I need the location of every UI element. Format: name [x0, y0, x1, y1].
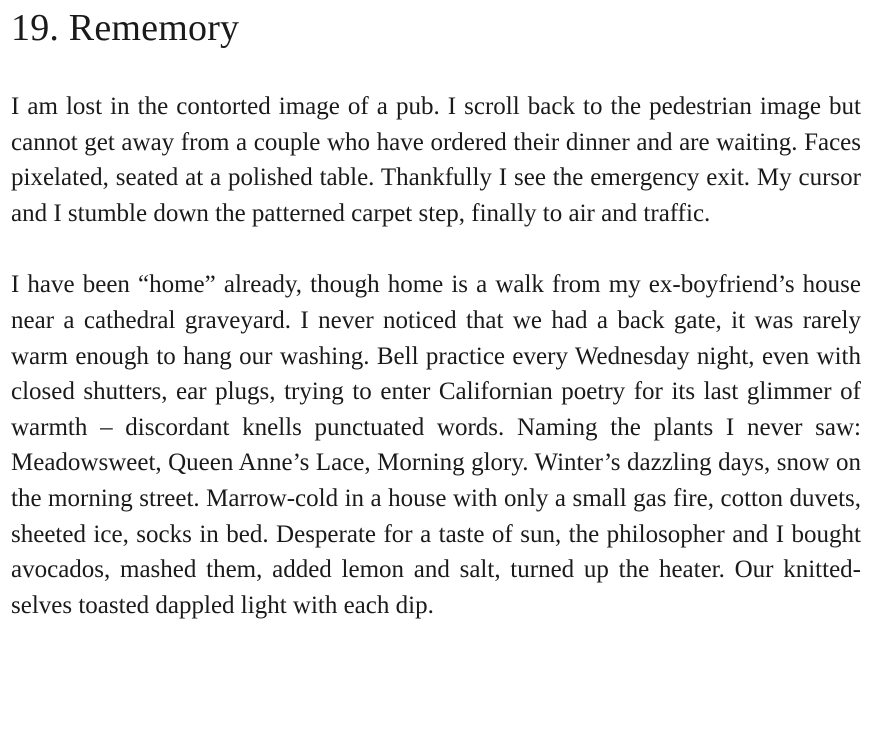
document-page: [11, 0, 861, 623]
paragraph-pub-scene: I am lost in the contorted image of a pub. I scroll back to the pedestrian image but cannot get away from a couple who have ordered their dinner and are waiting. Faces pixelated, seated at a polished table. Thankfully I see the emergency exit. My cursor and I stumble down the patterned carpet step, finally to air and traffic.: [11, 93, 861, 227]
paragraph-home-memory: I have been “home” already, though home is a walk from my ex-boyfriend’s house near a cathedral graveyard. I never noticed that we had a back gate, it was rarely warm enough to hang our washing. Bell practice every Wednesday night, even with closed shutters, ear plugs, trying to enter Californian poetry for its last glimmer of warmth – discordant knells punctuated words. Naming the plants I never saw: Meadowsweet, Queen Anne’s Lace, Morning glory. Winter’s dazzling days, snow on the morning street. Marrow-cold in a house with only a small gas fire, cotton duvets, sheeted ice, socks in bed. Desperate for a taste of sun, the philosopher and I bought avocados, mashed them, added lemon and salt, turned up the heater. Our knitted-selves toasted dappled light with each dip.: [11, 271, 861, 619]
chapter-title: 19. Rememory: [11, 7, 240, 49]
